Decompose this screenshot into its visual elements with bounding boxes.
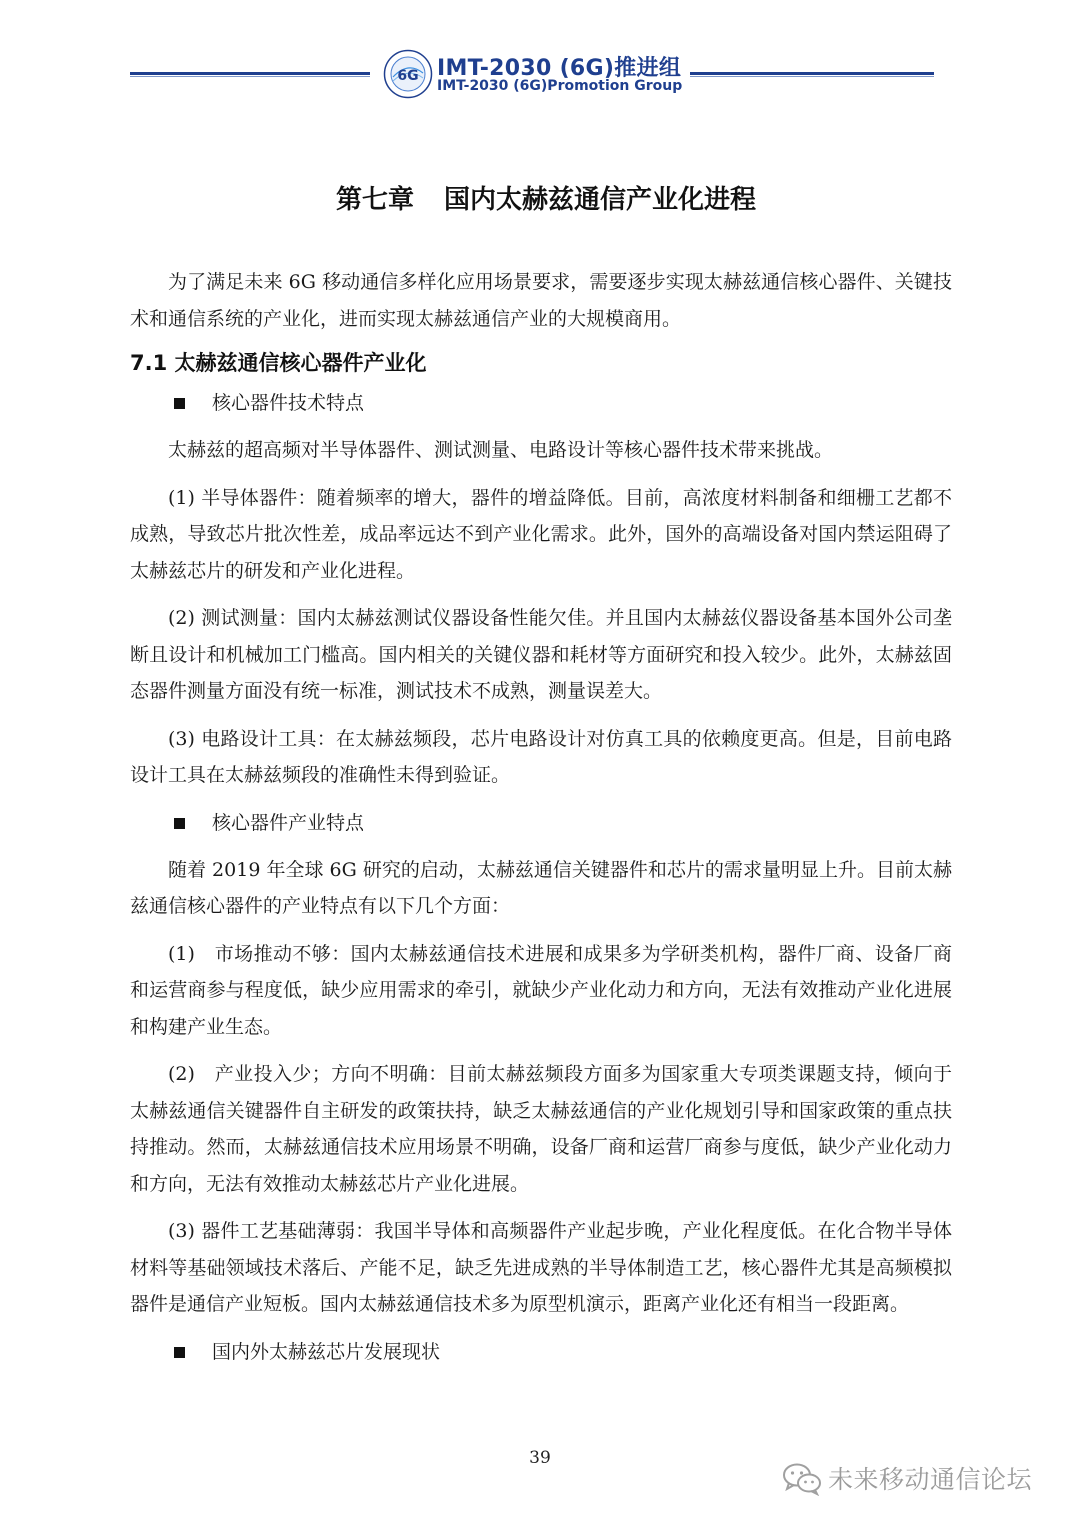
bullet-heading-tech [130, 385, 952, 421]
chapter-number: 第七章 [335, 185, 414, 215]
brand-name-en: IMT-2030 (6G)Promotion Group [437, 78, 683, 94]
page-content [130, 180, 952, 1370]
bullet-label: 核心器件技术特点 [212, 392, 365, 414]
header-rule-left-thin [130, 76, 370, 77]
bullet-heading-industry [130, 805, 952, 841]
page-header [0, 40, 1080, 110]
imt2030-logo [383, 49, 433, 99]
list-item: (1) 市场推动不够：国内太赫兹通信技术进展和成果多为学研类机构，器件厂商、设备厂商和运营商参与程度低，缺少应用需求的牵引，就缺少产业化动力和方向，无法有效推动产业化进展和构建产业生态。 [130, 942, 952, 1038]
logo-text: 6G [397, 68, 419, 84]
chapter-title [140, 180, 952, 220]
paragraph: 随着 2019 年全球 6G 研究的启动，太赫兹通信关键器件和芯片的需求量明显上升。目前太赫兹通信核心器件的产业特点有以下几个方面： [130, 858, 952, 917]
list-item: (1) 半导体器件：随着频率的增大，器件的增益降低。目前，高浓度材料制备和细栅工艺都不成熟，导致芯片批次性差，成品率远达不到产业化需求。此外，国外的高端设备对国内禁运阻碍了太赫兹芯片的研发和产业化进程。 [130, 486, 952, 582]
header-rule-left [130, 72, 370, 75]
watermark [782, 1460, 1062, 1500]
list-item: (2) 测试测量：国内太赫兹测试仪器设备性能欠佳。并且国内太赫兹仪器设备基本国外公司垄断且设计和机械加工门槛高。国内相关的关键仪器和耗材等方面研究和投入较少。此外，太赫兹固态器件测量方面没有统一标准，测试技术不成熟，测量误差大。 [130, 607, 952, 702]
bullet-heading-chips [130, 1334, 952, 1370]
watermark-text: 未来移动通信论坛 [828, 1465, 1033, 1494]
intro-paragraph: 为了满足未来 6G 移动通信多样化应用场景要求，需要逐步实现太赫兹通信核心器件、关键技术和通信系统的产业化，进而实现太赫兹通信产业的大规模商用。 [130, 271, 952, 330]
square-bullet-icon [174, 1347, 185, 1358]
list-item: (2) 产业投入少；方向不明确：目前太赫兹频段方面多为国家重大专项类课题支持，倾向于太赫兹通信关键器件自主研发的政策扶持，缺乏太赫兹通信的产业化规划引导和国家政策的重点扶持推动。然而，太赫兹通信技术应用场景不明确，设备厂商和运营厂商参与度低，缺少产业化动力和方向，无法有效推动太赫兹芯片产业化进展。 [130, 1063, 952, 1195]
bullet-label: 核心器件产业特点 [212, 811, 365, 834]
square-bullet-icon [174, 398, 185, 409]
header-rule-right [690, 72, 934, 75]
chapter-title-text: 国内太赫兹通信产业化进程 [444, 185, 757, 215]
list-item: (3) 电路设计工具：在太赫兹频段，芯片电路设计对仿真工具的依赖度更高。但是，目前电路设计工具在太赫兹频段的准确性未得到验证。 [130, 727, 952, 786]
list-item: (3) 器件工艺基础薄弱：我国半导体和高频器件产业起步晚，产业化程度低。在化合物半导体材料等基础领域技术落后、产能不足，缺乏先进成熟的半导体制造工艺，核心器件尤其是高频模拟器件是通信产业短板。国内太赫兹通信技术多为原型机演示，距离产业化还有相当一段距离。 [130, 1220, 952, 1315]
paragraph: 太赫兹的超高频对半导体器件、测试测量、电路设计等核心器件技术带来挑战。 [168, 439, 834, 461]
square-bullet-icon [174, 818, 185, 829]
section-heading: 7.1 太赫兹通信核心器件产业化 [130, 351, 427, 375]
page-number: 39 [529, 1448, 551, 1468]
header-rule-right-thin [690, 76, 934, 77]
wechat-icon [782, 1462, 822, 1496]
brand-name-cn: IMT-2030 (6G)推进组 [437, 56, 682, 81]
bullet-label: 国内外太赫兹芯片发展现状 [212, 1340, 441, 1363]
